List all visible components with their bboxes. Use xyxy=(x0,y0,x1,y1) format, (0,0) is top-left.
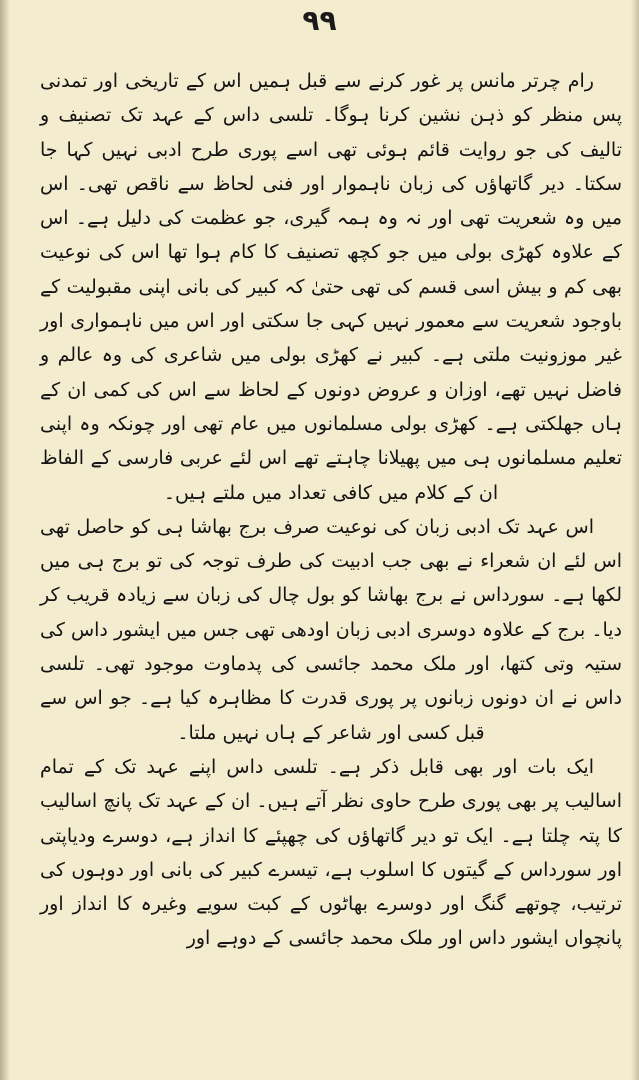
paragraph-3: ایک بات اور بھی قابل ذکر ہے۔ تلسی داس اپنے عہد تک کے تمام اسالیب پر بھی پوری طرح حاوی نظر آتے ہیں۔ ان کے عہد تک پانچ اسالیب کا پتہ چلتا ہے۔ ایک تو دیر گاتھاؤں کی چھپئے کا انداز ہے، دوسرے ودیاپتی اور سورداس کے گیتوں کا اسلوب ہے، تیسرے کبیر کی بانی اور دوہوں کی ترتیب، چوتھے گنگ اور دوسرے بھاٹوں کے کبت سویے وغیرہ کا انداز اور پانچواں ایشور داس اور ملک محمد جائسی کے دوہے اور xyxy=(40,755,622,950)
page-text xyxy=(40,64,622,956)
paragraph-1: رام چرتر مانس پر غور کرنے سے قبل ہمیں اس کے تاریخی اور تمدنی پس منظر کو ذہن نشین کرنا ہوگا۔ تلسی داس کے عہد تک تصنیف و تالیف کی جو روایت قائم ہوئی تھی اسے پوری طرح ادبی نہیں کہا جا سکتا۔ دیر گاتھاؤں کی زبان ناہموار اور فنی لحاظ سے ناقص تھی۔ اس میں وہ شعریت تھی اور نہ وہ ہمہ گیری، جو عظمت کی دلیل ہے۔ اس کے علاوہ کھڑی بولی میں جو کچھ تصنیف کا کام ہوا تھا اس کی نوعیت بھی کم و بیش اسی قسم کی تھی حتیٰ کہ کبیر کی بانی اپنی مقبولیت کے باوجود شعریت سے معمور نہیں کہی جا سکتی اور اس میں ناہمواری اور غیر موزونیت ملتی ہے۔ کبیر نے کھڑی بولی میں شاعری کی وہ عالم و فاضل نہیں تھے، اوزان و عروض دونوں کے لحاظ سے اس کی کمی ان کے ہاں جھلکتی ہے۔ کھڑی بولی مسلمانوں میں عام تھی اور چونکہ وہ اپنی تعلیم مسلمانوں ہی میں پھیلانا چاہتے تھے اس لئے عربی فارسی کے الفاظ ان کے کلام میں کافی تعداد میں ملتے ہیں۔ xyxy=(40,70,622,504)
paragraph-2: اس عہد تک ادبی زبان کی نوعیت صرف برج بھاشا ہی کو حاصل تھی اس لئے ان شعراء نے بھی جب ادبیت کی طرف توجہ کی تو برج ہی میں لکھا ہے۔ سورداس نے برج بھاشا کو بول چال کی زبان سے زیادہ قریب کر دیا۔ برج کے علاوہ دوسری ادبی زبان اودھی تھی جس میں ایشور داس کی ستیہ وتی کتھا، اور ملک محمد جائسی کی پدماوت موجود تھی۔ تلسی داس نے ان دونوں زبانوں پر پوری قدرت کا مظاہرہ کیا ہے۔ جو اس سے قبل کسی اور شاعر کے ہاں نہیں ملتا۔ xyxy=(40,515,622,744)
page-number: ۹۹ xyxy=(302,4,337,37)
